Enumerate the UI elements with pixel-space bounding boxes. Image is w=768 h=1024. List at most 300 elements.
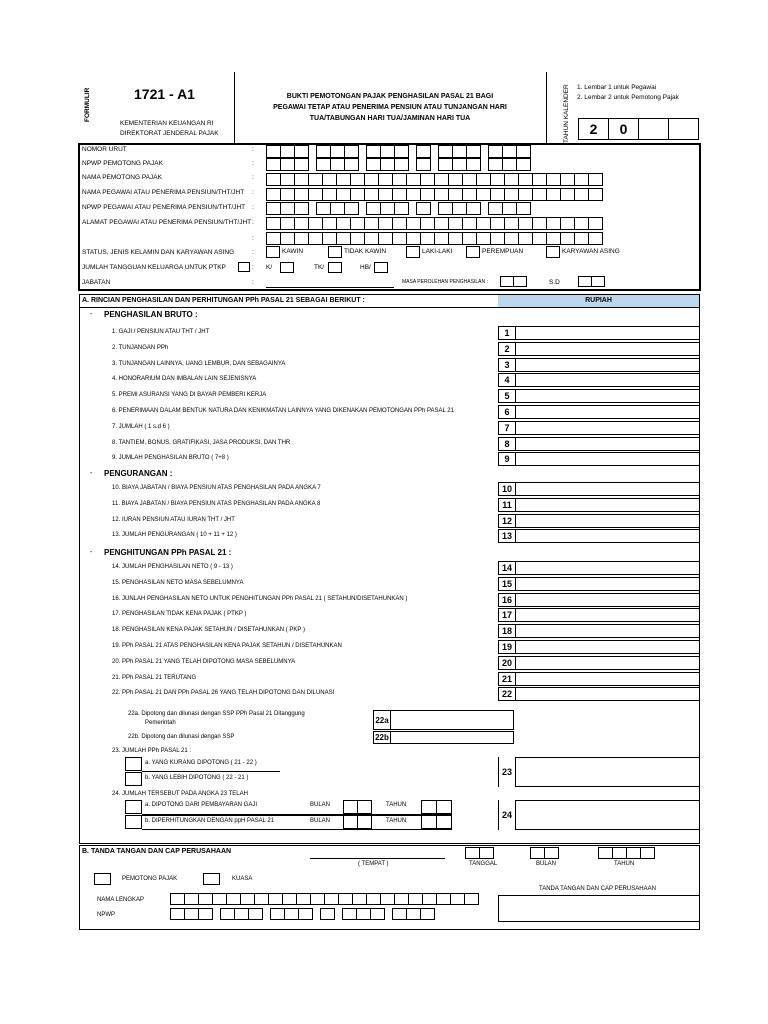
pph-row-amount-input[interactable] (515, 624, 700, 638)
npwp-pegawai-digit[interactable] (466, 202, 481, 215)
nama-pemotong-char[interactable] (518, 173, 533, 186)
npwp-ttd-digit[interactable] (170, 908, 185, 920)
pengurangan-row-amount-input[interactable] (515, 529, 700, 543)
alamat-pegawai-char-2[interactable] (504, 232, 519, 245)
npwp-pemotong-digit[interactable] (452, 158, 467, 171)
bruto-row-label: 6. PENERIMAAN DALAM BENTUK NATURA DAN KENIKMATAN LAINNYA YANG DIKENAKAN PEMOTONGAN PPh PASAL 21 (112, 408, 454, 414)
bruto-row-amount-input[interactable] (515, 421, 700, 435)
nomor-urut-digit[interactable] (316, 145, 331, 158)
nama-pegawai-char[interactable] (378, 188, 393, 201)
nama-lengkap-char[interactable] (436, 893, 451, 905)
npwp-pegawai-digit[interactable] (366, 202, 381, 215)
bruto-row-label: 2. TUNJANGAN PPh (112, 344, 169, 351)
npwp-ttd-digit[interactable] (420, 908, 435, 920)
nomor-urut-digit[interactable] (330, 145, 345, 158)
bruto-row-amount-input[interactable] (515, 405, 700, 419)
item-24-number: 24 (501, 810, 512, 820)
pengurangan-row-label: 11. BIAYA JABATAN / BIAYA PENSIUN ATAS PENGHASILAN PADA ANGKA 8 (112, 500, 321, 507)
alamat-pegawai-char-1[interactable] (266, 217, 281, 230)
checkbox-23b[interactable] (125, 772, 142, 786)
item-23-input[interactable] (515, 757, 700, 787)
checkbox-k-count[interactable] (280, 262, 294, 273)
nama-lengkap-char[interactable] (408, 893, 423, 905)
pph-row-label: 15. PENGHASILAN NETO MASA SEBELUMNYA (112, 579, 244, 586)
checkbox-karyawan-asing[interactable] (546, 246, 560, 258)
alamat-pegawai-char-1[interactable] (490, 217, 505, 230)
nama-pegawai-char[interactable] (392, 188, 407, 201)
nomor-urut-digit[interactable] (466, 145, 481, 158)
nama-pemotong-char[interactable] (280, 173, 295, 186)
alamat-pegawai-char-2[interactable] (434, 232, 449, 245)
npwp-pegawai-digit[interactable] (344, 202, 359, 215)
npwp-pemotong-digit[interactable] (266, 158, 281, 171)
npwp-ttd-digit[interactable] (320, 908, 335, 920)
colon: : (252, 219, 254, 226)
npwp-ttd-digit[interactable] (406, 908, 421, 920)
npwp-pemotong-digit[interactable] (366, 158, 381, 171)
nama-pemotong-char[interactable] (322, 173, 337, 186)
nomor-urut-digit[interactable] (488, 145, 503, 158)
tahun-b-3[interactable] (626, 847, 641, 859)
nama-lengkap-char[interactable] (240, 893, 255, 905)
nomor-urut-digit[interactable] (380, 145, 395, 158)
nama-pemotong-char[interactable] (476, 173, 491, 186)
tahun-24b-1[interactable] (421, 815, 437, 829)
pengurangan-row-amount-input[interactable] (515, 498, 700, 512)
option-k: K/ (266, 264, 273, 271)
nama-pegawai-char[interactable] (322, 188, 337, 201)
npwp-pemotong-digit[interactable] (516, 158, 531, 171)
nomor-urut-digit[interactable] (502, 145, 517, 158)
nomor-urut-digit[interactable] (366, 145, 381, 158)
nama-pegawai-char[interactable] (588, 188, 603, 201)
npwp-ttd-digit[interactable] (392, 908, 407, 920)
npwp-pemotong-digit[interactable] (488, 158, 503, 171)
nama-lengkap-label: NAMA LENGKAP (97, 897, 145, 903)
tahun-b-2[interactable] (612, 847, 627, 859)
nama-lengkap-char[interactable] (338, 893, 353, 905)
bulan-b-label: BULAN (536, 861, 557, 867)
alamat-pegawai-char-1[interactable] (532, 217, 547, 230)
pph-row-amount-input[interactable] (515, 656, 700, 670)
alamat-pegawai-char-1[interactable] (434, 217, 449, 230)
bruto-row-label: 9. JUMLAH PENGHASILAN BRUTO ( 7+8 ) (112, 455, 229, 462)
alamat-pegawai-char-1[interactable] (406, 217, 421, 230)
nomor-urut-digit[interactable] (344, 145, 359, 158)
nama-pemotong-char[interactable] (420, 173, 435, 186)
nama-pemotong-char[interactable] (546, 173, 561, 186)
item-22a-input[interactable] (390, 710, 514, 730)
nama-pegawai-char[interactable] (574, 188, 589, 201)
checkbox-kuasa[interactable] (203, 873, 220, 885)
nomor-urut-digit[interactable] (438, 145, 453, 158)
nama-pemotong-char[interactable] (560, 173, 575, 186)
alamat-pegawai-char-2[interactable] (294, 232, 309, 245)
alamat-pegawai-char-2[interactable] (336, 232, 351, 245)
bruto-row-amount-input[interactable] (515, 342, 700, 356)
label-jabatan: JABATAN (82, 279, 111, 286)
nomor-urut-digit[interactable] (516, 145, 531, 158)
pph-row-amount-input[interactable] (515, 593, 700, 607)
nama-pegawai-char[interactable] (280, 188, 295, 201)
nama-pegawai-char[interactable] (420, 188, 435, 201)
alamat-pegawai-char-2[interactable] (364, 232, 379, 245)
nama-pegawai-char[interactable] (546, 188, 561, 201)
pph-row-amount-input[interactable] (515, 577, 700, 591)
npwp-pemotong-digit[interactable] (294, 158, 309, 171)
nomor-urut-digit[interactable] (266, 145, 281, 158)
checkbox-perempuan[interactable] (466, 246, 480, 258)
pph-row-amount-input[interactable] (515, 687, 700, 701)
nama-lengkap-char[interactable] (282, 893, 297, 905)
alamat-pegawai-char-1[interactable] (518, 217, 533, 230)
nama-lengkap-char[interactable] (366, 893, 381, 905)
nama-lengkap-char[interactable] (310, 893, 325, 905)
alamat-pegawai-char-1[interactable] (350, 217, 365, 230)
masa-start-1[interactable] (500, 276, 514, 287)
alamat-pegawai-char-2[interactable] (462, 232, 477, 245)
checkbox-hb-count[interactable] (374, 262, 388, 273)
alamat-pegawai-char-2[interactable] (574, 232, 589, 245)
signature-box[interactable] (498, 895, 700, 922)
alamat-pegawai-char-2[interactable] (378, 232, 393, 245)
nama-pemotong-char[interactable] (448, 173, 463, 186)
nama-lengkap-char[interactable] (198, 893, 213, 905)
label-nama-pegawai: NAMA PEGAWAI ATAU PENERIMA PENSIUN/THT/JHT (82, 189, 245, 196)
alamat-pegawai-char-2[interactable] (518, 232, 533, 245)
alamat-pegawai-char-1[interactable] (378, 217, 393, 230)
alamat-pegawai-char-2[interactable] (560, 232, 575, 245)
npwp-ttd-digit[interactable] (284, 908, 299, 920)
form-side-label: FORMULIR (84, 87, 91, 122)
alamat-pegawai-char-1[interactable] (336, 217, 351, 230)
alamat-pegawai-char-2[interactable] (588, 232, 603, 245)
alamat-pegawai-char-2[interactable] (490, 232, 505, 245)
alamat-pegawai-char-1[interactable] (546, 217, 561, 230)
npwp-pemotong-digit[interactable] (380, 158, 395, 171)
bruto-row-amount-input[interactable] (515, 326, 700, 340)
nama-lengkap-char[interactable] (324, 893, 339, 905)
checkbox-tk-count[interactable] (328, 262, 342, 273)
year-digit-1[interactable]: 2 (578, 118, 609, 140)
npwp-pemotong-digit[interactable] (316, 158, 331, 171)
npwp-pegawai-digit[interactable] (380, 202, 395, 215)
pph-row-label: 21. PPh PASAL 21 TERUTANG (112, 674, 197, 681)
pph-row-label: 19. PPh PASAL 21 ATAS PENGHASILAN KENA PAJAK SETAHUN / DISETAHUNKAN (112, 643, 342, 649)
nama-lengkap-char[interactable] (394, 893, 409, 905)
nomor-urut-digit[interactable] (294, 145, 309, 158)
checkbox-23a[interactable] (125, 757, 142, 771)
alamat-pegawai-char-2[interactable] (322, 232, 337, 245)
nama-pegawai-char[interactable] (448, 188, 463, 201)
alamat-pegawai-char-1[interactable] (308, 217, 323, 230)
pph-row-label: 14. JUMLAH PENGHASILAN NETO ( 9 - 13 ) (112, 564, 233, 570)
nama-pegawai-char[interactable] (406, 188, 421, 201)
option-laki-laki: LAKI-LAKI (422, 248, 453, 255)
bulan-24a-2[interactable] (357, 800, 372, 814)
pengurangan-row-number: 12 (498, 514, 516, 528)
npwp-label: NPWP (97, 912, 115, 918)
npwp-pegawai-digit[interactable] (330, 202, 345, 215)
alamat-pegawai-char-1[interactable] (504, 217, 519, 230)
npwp-pegawai-digit[interactable] (316, 202, 331, 215)
nama-lengkap-char[interactable] (184, 893, 199, 905)
item-24-input[interactable] (515, 800, 700, 830)
nama-pegawai-char[interactable] (560, 188, 575, 201)
alamat-pegawai-char-1[interactable] (392, 217, 407, 230)
pengurangan-row-number: 11 (498, 498, 516, 512)
npwp-ttd-digit[interactable] (234, 908, 249, 920)
nama-pemotong-char[interactable] (462, 173, 477, 186)
alamat-pegawai-char-2[interactable] (420, 232, 435, 245)
bulan-b-1[interactable] (530, 847, 545, 859)
pph-row-label: 17. PENGHASILAN TIDAK KENA PAJAK ( PTKP ) (112, 611, 247, 618)
nama-pegawai-char[interactable] (476, 188, 491, 201)
nama-pegawai-char[interactable] (490, 188, 505, 201)
npwp-pemotong-digit[interactable] (330, 158, 345, 171)
nomor-urut-digit[interactable] (280, 145, 295, 158)
nama-pegawai-char[interactable] (350, 188, 365, 201)
pph-row-label: 22. PPh PASAL 21 DAN PPh PASAL 26 YANG TELAH DIPOTONG DAN DILUNASI (112, 690, 335, 697)
bruto-row-amount-input[interactable] (515, 437, 700, 451)
alamat-pegawai-char-2[interactable] (280, 232, 295, 245)
npwp-ttd-digit[interactable] (184, 908, 199, 920)
nama-pemotong-char[interactable] (266, 173, 281, 186)
pengurangan-heading: PENGURANGAN : (104, 469, 173, 478)
nama-lengkap-char[interactable] (352, 893, 367, 905)
year-digit-4[interactable] (668, 118, 699, 140)
alamat-pegawai-char-1[interactable] (574, 217, 589, 230)
nomor-urut-digit[interactable] (452, 145, 467, 158)
pengurangan-row-amount-input[interactable] (515, 482, 700, 496)
npwp-pemotong-digit[interactable] (394, 158, 409, 171)
nama-lengkap-char[interactable] (226, 893, 241, 905)
nama-pemotong-char[interactable] (308, 173, 323, 186)
item-22b-input[interactable] (390, 731, 514, 744)
nama-pemotong-char[interactable] (392, 173, 407, 186)
tanggal-2[interactable] (479, 847, 494, 859)
npwp-ttd-digit[interactable] (220, 908, 235, 920)
nama-lengkap-char[interactable] (380, 893, 395, 905)
nama-pegawai-char[interactable] (504, 188, 519, 201)
masa-label: MASA PEROLEHAN PENGHASILAN : (402, 279, 488, 285)
bruto-row-label: 3. TUNJANGAN LAINNYA, UANG LEMBUR, DAN SEBAGAINYA (112, 360, 286, 367)
nama-pemotong-char[interactable] (350, 173, 365, 186)
npwp-pegawai-digit[interactable] (294, 202, 309, 215)
pengurangan-row-amount-input[interactable] (515, 514, 700, 528)
item-22b-number: 22b (373, 731, 391, 744)
alamat-pegawai-char-2[interactable] (350, 232, 365, 245)
nama-pemotong-char[interactable] (406, 173, 421, 186)
alamat-pegawai-char-2[interactable] (476, 232, 491, 245)
label-tanggungan: JUMLAH TANGGUAN KELUARGA UNTUK PTKP (82, 264, 226, 271)
tahun-24a-1[interactable] (421, 800, 437, 814)
tahun-24b-2[interactable] (436, 815, 452, 829)
nama-pegawai-char[interactable] (266, 188, 281, 201)
nama-pegawai-char[interactable] (336, 188, 351, 201)
nama-pegawai-char[interactable] (532, 188, 547, 201)
bulan-24a-1[interactable] (343, 800, 358, 814)
alamat-pegawai-char-1[interactable] (322, 217, 337, 230)
nama-pemotong-char[interactable] (532, 173, 547, 186)
npwp-pemotong-digit[interactable] (416, 158, 431, 171)
alamat-pegawai-char-2[interactable] (546, 232, 561, 245)
tahun-b-label: TAHUN (614, 861, 635, 867)
alamat-pegawai-char-1[interactable] (420, 217, 435, 230)
npwp-pegawai-digit[interactable] (502, 202, 517, 215)
npwp-ttd-digit[interactable] (356, 908, 371, 920)
npwp-pemotong-digit[interactable] (280, 158, 295, 171)
npwp-ttd-digit[interactable] (342, 908, 357, 920)
alamat-pegawai-char-1[interactable] (364, 217, 379, 230)
npwp-ttd-digit[interactable] (248, 908, 263, 920)
rupiah-header: RUPIAH (498, 295, 699, 307)
nama-pemotong-char[interactable] (588, 173, 603, 186)
nama-lengkap-char[interactable] (422, 893, 437, 905)
npwp-pegawai-digit[interactable] (516, 202, 531, 215)
nama-pemotong-char[interactable] (490, 173, 505, 186)
dash: - (90, 311, 93, 318)
checkbox-k[interactable] (238, 262, 250, 272)
nama-pegawai-char[interactable] (518, 188, 533, 201)
npwp-pegawai-digit[interactable] (266, 202, 281, 215)
alamat-pegawai-char-1[interactable] (448, 217, 463, 230)
item-22a-number: 22a (373, 710, 391, 730)
checkbox-tidak-kawin[interactable] (328, 246, 342, 258)
nama-pemotong-char[interactable] (294, 173, 309, 186)
alamat-pegawai-char-2[interactable] (406, 232, 421, 245)
alamat-pegawai-char-1[interactable] (476, 217, 491, 230)
alamat-pegawai-char-1[interactable] (280, 217, 295, 230)
nama-pegawai-char[interactable] (364, 188, 379, 201)
npwp-pemotong-digit[interactable] (438, 158, 453, 171)
alamat-pegawai-char-2[interactable] (532, 232, 547, 245)
bruto-row-amount-input[interactable] (515, 389, 700, 403)
nama-pemotong-char[interactable] (364, 173, 379, 186)
checkbox-kawin[interactable] (266, 246, 280, 258)
pph-row-amount-input[interactable] (515, 672, 700, 686)
bruto-row-amount-input[interactable] (515, 373, 700, 387)
option-tidak-kawin: TIDAK KAWIN (344, 248, 387, 255)
year-digit-3[interactable] (638, 118, 669, 140)
nama-pemotong-char[interactable] (336, 173, 351, 186)
masa-end-1[interactable] (578, 276, 592, 287)
npwp-ttd-digit[interactable] (270, 908, 285, 920)
bulan-24b-2[interactable] (357, 815, 372, 829)
bruto-row-number: 5 (498, 389, 516, 403)
nama-pegawai-char[interactable] (308, 188, 323, 201)
pemotong-pajak-label: PEMOTONG PAJAK (122, 876, 178, 882)
nama-lengkap-char[interactable] (464, 893, 479, 905)
form-code: 1721 - A1 (134, 86, 195, 102)
checkbox-24b[interactable] (125, 815, 142, 829)
masa-start-2[interactable] (513, 276, 527, 287)
tahun-b-4[interactable] (640, 847, 655, 859)
npwp-pegawai-digit[interactable] (416, 202, 431, 215)
ttd-label: TANDA TANGAN DAN CAP PERUSAHAAN (539, 886, 656, 892)
nama-pegawai-char[interactable] (434, 188, 449, 201)
dash: - (90, 549, 93, 556)
npwp-ttd-digit[interactable] (370, 908, 385, 920)
alamat-pegawai-char-2[interactable] (308, 232, 323, 245)
alamat-pegawai-char-1[interactable] (462, 217, 477, 230)
nama-pemotong-char[interactable] (434, 173, 449, 186)
pph-row-amount-input[interactable] (515, 640, 700, 654)
checkbox-pemotong-pajak[interactable] (94, 873, 111, 885)
item-22a-text-1: 22a. Dipotong dan dilunasi dengan SSP PPh Pasal 21 Ditanggung (128, 711, 305, 717)
alamat-pegawai-char-2[interactable] (266, 232, 281, 245)
colon: : (252, 174, 254, 181)
npwp-pegawai-digit[interactable] (280, 202, 295, 215)
npwp-pemotong-digit[interactable] (344, 158, 359, 171)
npwp-pemotong-digit[interactable] (502, 158, 517, 171)
nama-pegawai-char[interactable] (462, 188, 477, 201)
kuasa-label: KUASA (232, 876, 253, 882)
tahun-24a-2[interactable] (436, 800, 452, 814)
alamat-pegawai-char-1[interactable] (588, 217, 603, 230)
nama-pemotong-char[interactable] (574, 173, 589, 186)
option-hb: HB/ (360, 264, 371, 271)
pph-row-number: 18 (498, 624, 516, 638)
bruto-row-label: 1. GAJI / PENSIUN ATAU THT / JHT (112, 329, 210, 335)
nama-lengkap-char[interactable] (268, 893, 283, 905)
npwp-ttd-digit[interactable] (298, 908, 313, 920)
bruto-row-number: 4 (498, 373, 516, 387)
tanggal-1[interactable] (465, 847, 480, 859)
alamat-pegawai-char-2[interactable] (448, 232, 463, 245)
nomor-urut-digit[interactable] (416, 145, 431, 158)
bulan-24b-1[interactable] (343, 815, 358, 829)
year-digit-2[interactable]: 0 (608, 118, 639, 140)
npwp-ttd-digit[interactable] (198, 908, 213, 920)
pph-row-amount-input[interactable] (515, 608, 700, 622)
bruto-row-amount-input[interactable] (515, 358, 700, 372)
nomor-urut-digit[interactable] (394, 145, 409, 158)
nama-lengkap-char[interactable] (296, 893, 311, 905)
dash: - (90, 470, 93, 477)
bruto-row-amount-input[interactable] (515, 452, 700, 466)
checkbox-laki-laki[interactable] (406, 246, 420, 258)
bulan-b-2[interactable] (544, 847, 559, 859)
item-22b-text: 22b. Dipotong dan dilunasi dengan SSP (128, 734, 235, 740)
nama-lengkap-char[interactable] (254, 893, 269, 905)
pph-row-label: 20. PPh PASAL 21 YANG TELAH DIPOTONG MASA SEBELUMNYA (112, 658, 296, 665)
pengurangan-row-number: 13 (498, 529, 516, 543)
tahun-b-1[interactable] (598, 847, 613, 859)
alamat-pegawai-char-1[interactable] (294, 217, 309, 230)
npwp-pemotong-digit[interactable] (466, 158, 481, 171)
pph-row-amount-input[interactable] (515, 561, 700, 575)
npwp-pegawai-digit[interactable] (438, 202, 453, 215)
nama-pemotong-char[interactable] (504, 173, 519, 186)
nama-lengkap-char[interactable] (212, 893, 227, 905)
bruto-row-number: 3 (498, 358, 516, 372)
npwp-pegawai-digit[interactable] (394, 202, 409, 215)
npwp-pegawai-digit[interactable] (488, 202, 503, 215)
copy-note-2: 2. Lembar 2 untuk Pemotong Pajak (577, 94, 679, 101)
bruto-row-number: 6 (498, 405, 516, 419)
checkbox-24a[interactable] (125, 800, 142, 814)
alamat-pegawai-char-2[interactable] (392, 232, 407, 245)
nama-pegawai-char[interactable] (294, 188, 309, 201)
masa-end-2[interactable] (591, 276, 605, 287)
nama-lengkap-char[interactable] (170, 893, 185, 905)
nama-pemotong-char[interactable] (378, 173, 393, 186)
nama-lengkap-char[interactable] (450, 893, 465, 905)
npwp-pegawai-digit[interactable] (452, 202, 467, 215)
pengurangan-row-number: 10 (498, 482, 516, 496)
alamat-pegawai-char-1[interactable] (560, 217, 575, 230)
